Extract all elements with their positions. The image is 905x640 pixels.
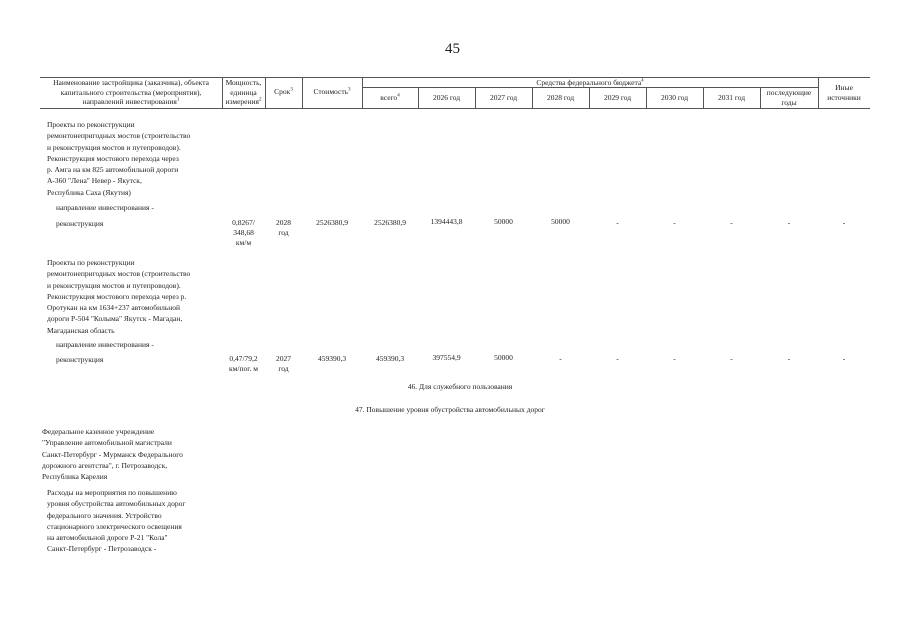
row-2030: - xyxy=(673,354,676,363)
project-title: Проекты по реконструкции ремонтонепригодных мостов (строительство и реконструкция мостов и путепроводов). Реконструкция мостового перехода через р. Амга на км 825 автомобильной дороги А-360 "Лена" Невер - Якутск, Республика Саха (Якутия) xyxy=(47,120,191,197)
row-2026: 1394443,8 xyxy=(430,217,463,226)
row-name: реконструкция xyxy=(56,355,104,364)
row-2029: - xyxy=(616,354,619,363)
header-2031: 2031 год xyxy=(717,93,746,102)
row-2031: - xyxy=(730,354,733,363)
page-number: 45 xyxy=(445,41,460,57)
header-other: Иные источники xyxy=(827,83,861,102)
header-bottom-rule xyxy=(40,108,870,109)
row-later: - xyxy=(787,218,791,227)
investment-direction: направление инвестирования - xyxy=(56,340,154,349)
header-2030: 2030 год xyxy=(660,93,689,102)
row-2027: 50000 xyxy=(494,217,513,226)
row-capacity: 0,47/79,2 км/пог. м xyxy=(229,354,258,373)
project-title: Проекты по реконструкции ремонтонепригодных мостов (строительство и реконструкция мостов и путепроводов). Реконструкция мостового перехода через р. Оротукан на км 1634+237 автомобильной дороги Р-504 "Колыма" Якутск - Магадан, Магаданская область xyxy=(47,258,191,335)
header-capacity: Мощность, единица измерения$^2$ xyxy=(225,78,262,106)
header-total: всего$^4$ xyxy=(380,93,400,102)
row-later: - xyxy=(787,354,791,363)
section-heading: 47. Повышение уровня обустройства автомобильных дорог xyxy=(355,405,545,414)
row-2028: 50000 xyxy=(551,217,570,226)
header-2027: 2027 год xyxy=(489,93,518,102)
header-federal: Средства федерального бюджета$^4$ xyxy=(536,78,644,87)
header-cost: Стоимость$^3$ xyxy=(313,87,351,96)
row-total: 2526380,9 xyxy=(374,218,406,227)
row-cost: 459390,3 xyxy=(317,354,347,363)
header-2028: 2028 год xyxy=(546,93,575,102)
header-name: Наименование застройщика (заказчика), объекта капитального строительства (мероприятия), направлений инвестирования$^1$ xyxy=(53,78,209,106)
header-2029: 2029 год xyxy=(603,93,632,102)
row-2027: 50000 xyxy=(494,353,513,362)
header-later: последующие годы xyxy=(766,88,812,107)
row-other: - xyxy=(842,218,846,227)
row-cost: 2526380,9 xyxy=(316,218,348,227)
row-2029: - xyxy=(616,218,619,227)
row-2031: - xyxy=(730,218,733,227)
organization-name: Федеральное казенное учреждение "Управление автомобильной магистрали Санкт-Петербург - Мурманск Федерального дорожного агентства", г. Петрозаводск, Республика Карелия xyxy=(42,427,183,482)
project-title: Расходы на мероприятия по повышению уровня обустройства автомобильных дорог федерального значения. Устройство стационарного электрического освещения на автомобильной дороге Р-21 "Кола" Санкт-Петербург - Петрозаводск - xyxy=(47,488,186,554)
header-term: Срок$^3$ xyxy=(274,87,293,96)
investment-direction: направление инвестирования - xyxy=(56,203,154,212)
row-capacity: 0,8267/ 348,68 км/м xyxy=(232,218,255,247)
section-heading: 46. Для служебного пользования xyxy=(407,382,513,391)
row-2026: 397554,9 xyxy=(432,353,461,362)
row-term: 2028 год xyxy=(276,218,291,237)
header-2026: 2026 год xyxy=(432,93,461,102)
row-term: 2027 год xyxy=(276,354,291,373)
row-other: - xyxy=(842,354,846,363)
row-total: 459390,3 xyxy=(375,354,405,363)
row-name: реконструкция xyxy=(56,219,104,228)
row-2030: - xyxy=(673,218,676,227)
row-2028: - xyxy=(559,354,562,363)
